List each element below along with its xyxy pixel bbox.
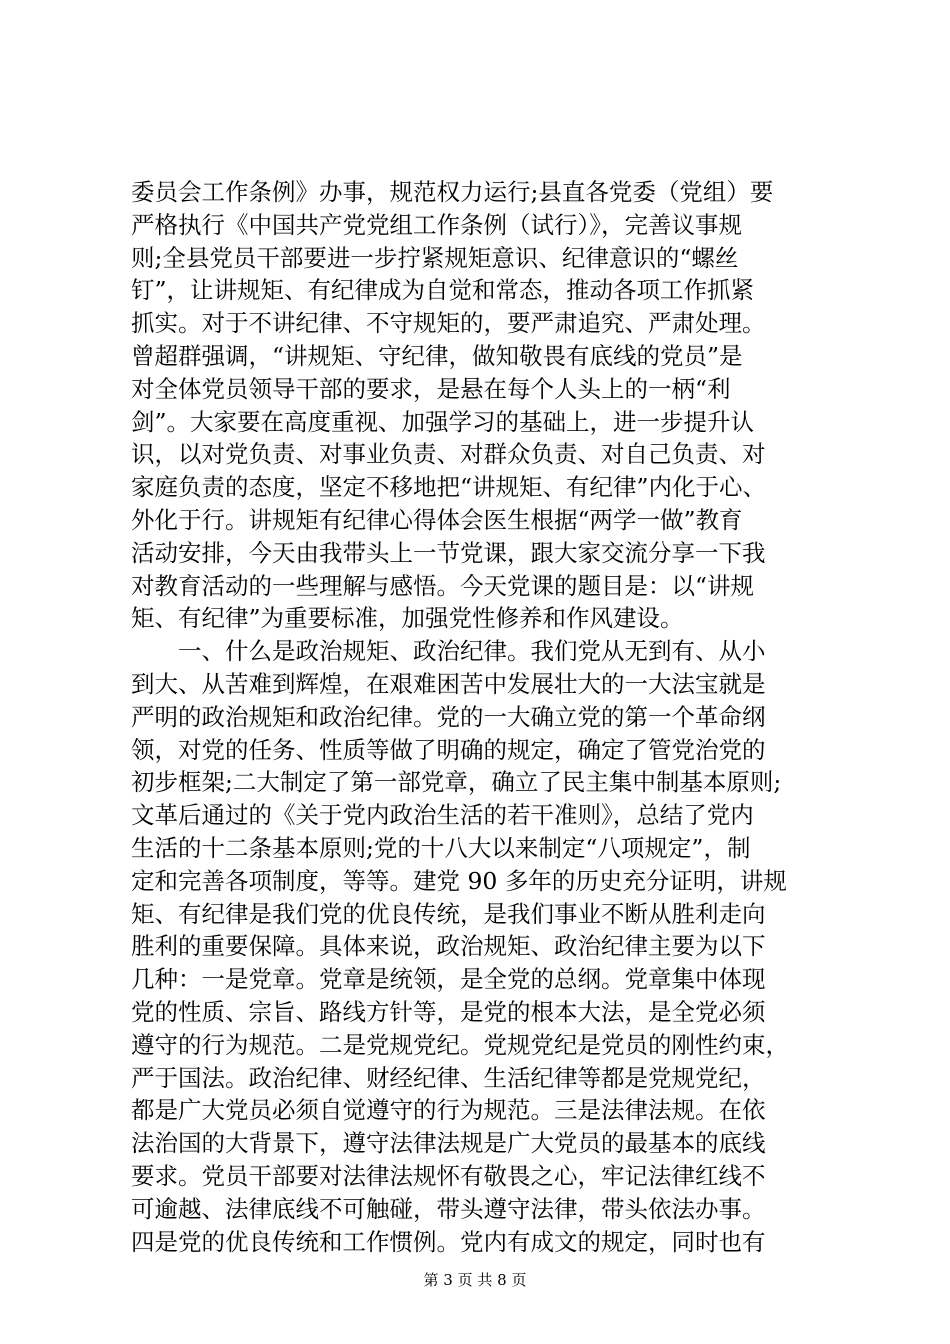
text-line: 党的性质、宗旨、路线方针等，是党的根本大法，是全党必须	[131, 997, 766, 1026]
text-line: 委员会工作条例》办事，规范权力运行;县直各党委（党组）要	[131, 178, 774, 206]
text-line: 严格执行《中国共产党党组工作条例（试行）》，完善议事规	[131, 210, 742, 239]
text-line: 矩、有纪律”为重要标准，加强党性修养和作风建设。	[131, 604, 684, 633]
text-line: 定和完善各项制度，等等。建党 90 多年的历史充分证明，讲规	[131, 866, 787, 895]
text-line: 生活的十二条基本原则;党的十八大以来制定“八项规定”，制	[131, 833, 751, 862]
text-line: 胜利的重要保障。具体来说，政治规矩、政治纪律主要为以下	[131, 932, 766, 961]
text-line: 严于国法。政治纪律、财经纪律、生活纪律等都是党规党纪，	[131, 1063, 766, 1092]
text-line: 要求。党员干部要对法律法规怀有敬畏之心，牢记法律红线不	[131, 1161, 766, 1190]
text-line: 严明的政治规矩和政治纪律。党的一大确立党的第一个革命纲	[131, 702, 766, 731]
text-line: 领，对党的任务、性质等做了明确的规定，确定了管党治党的	[131, 735, 766, 764]
text-line: 都是广大党员必须自觉遵守的行为规范。三是法律法规。在依	[131, 1096, 766, 1125]
text-line: 曾超群强调，“讲规矩、守纪律，做知敬畏有底线的党员”是	[131, 341, 743, 370]
text-line: 初步框架;二大制定了第一部党章，确立了民主集中制基本原则;	[131, 768, 782, 797]
text-line: 则;全县党员干部要进一步拧紧规矩意识、纪律意识的“螺丝	[131, 243, 739, 272]
text-line: 几种：一是党章。党章是统领，是全党的总纲。党章集中体现	[131, 965, 766, 994]
document-body	[131, 176, 831, 1258]
text-line: 矩、有纪律是我们党的优良传统，是我们事业不断从胜利走向	[131, 899, 766, 928]
text-line: 活动安排，今天由我带头上一节党课，跟大家交流分享一下我	[131, 538, 766, 567]
text-line: 家庭负责的态度，坚定不移地把“讲规矩、有纪律”内化于心、	[131, 473, 767, 502]
text-line: 法治国的大背景下，遵守法律法规是广大党员的最基本的底线	[131, 1129, 766, 1158]
text-line: 一、什么是政治规矩、政治纪律。我们党从无到有、从小	[131, 637, 766, 666]
text-line: 识，以对党负责、对事业负责、对群众负责、对自己负责、对	[131, 440, 766, 469]
text-line: 到大、从苦难到辉煌，在艰难困苦中发展壮大的一大法宝就是	[131, 669, 766, 698]
text-line: 钉”，让讲规矩、有纪律成为自觉和常态，推动各项工作抓紧	[131, 276, 755, 305]
text-line: 对全体党员领导干部的要求，是悬在每个人头上的一柄“利	[131, 374, 731, 403]
text-line: 遵守的行为规范。二是党规党纪。党规党纪是党员的刚性约束，	[131, 1030, 789, 1059]
page-number-footer: 第 3 页 共 8 页	[423, 1271, 527, 1289]
text-line: 四是党的优良传统和工作惯例。党内有成文的规定，同时也有	[131, 1227, 766, 1256]
text-line: 抓实。对于不讲纪律、不守规矩的，要严肃追究、严肃处理。	[131, 309, 766, 338]
text-line: 文革后通过的《关于党内政治生活的若干准则》，总结了党内	[131, 801, 754, 830]
text-line: 剑”。大家要在高度重视、加强学习的基础上，进一步提升认	[131, 407, 755, 436]
text-line: 对教育活动的一些理解与感悟。今天党课的题目是：以“讲规	[131, 571, 755, 600]
text-line: 可逾越、法律底线不可触碰，带头遵守法律，带头依法办事。	[131, 1194, 766, 1223]
text-line: 外化于行。讲规矩有纪律心得体会医生根据“两学一做”教育	[131, 505, 743, 534]
